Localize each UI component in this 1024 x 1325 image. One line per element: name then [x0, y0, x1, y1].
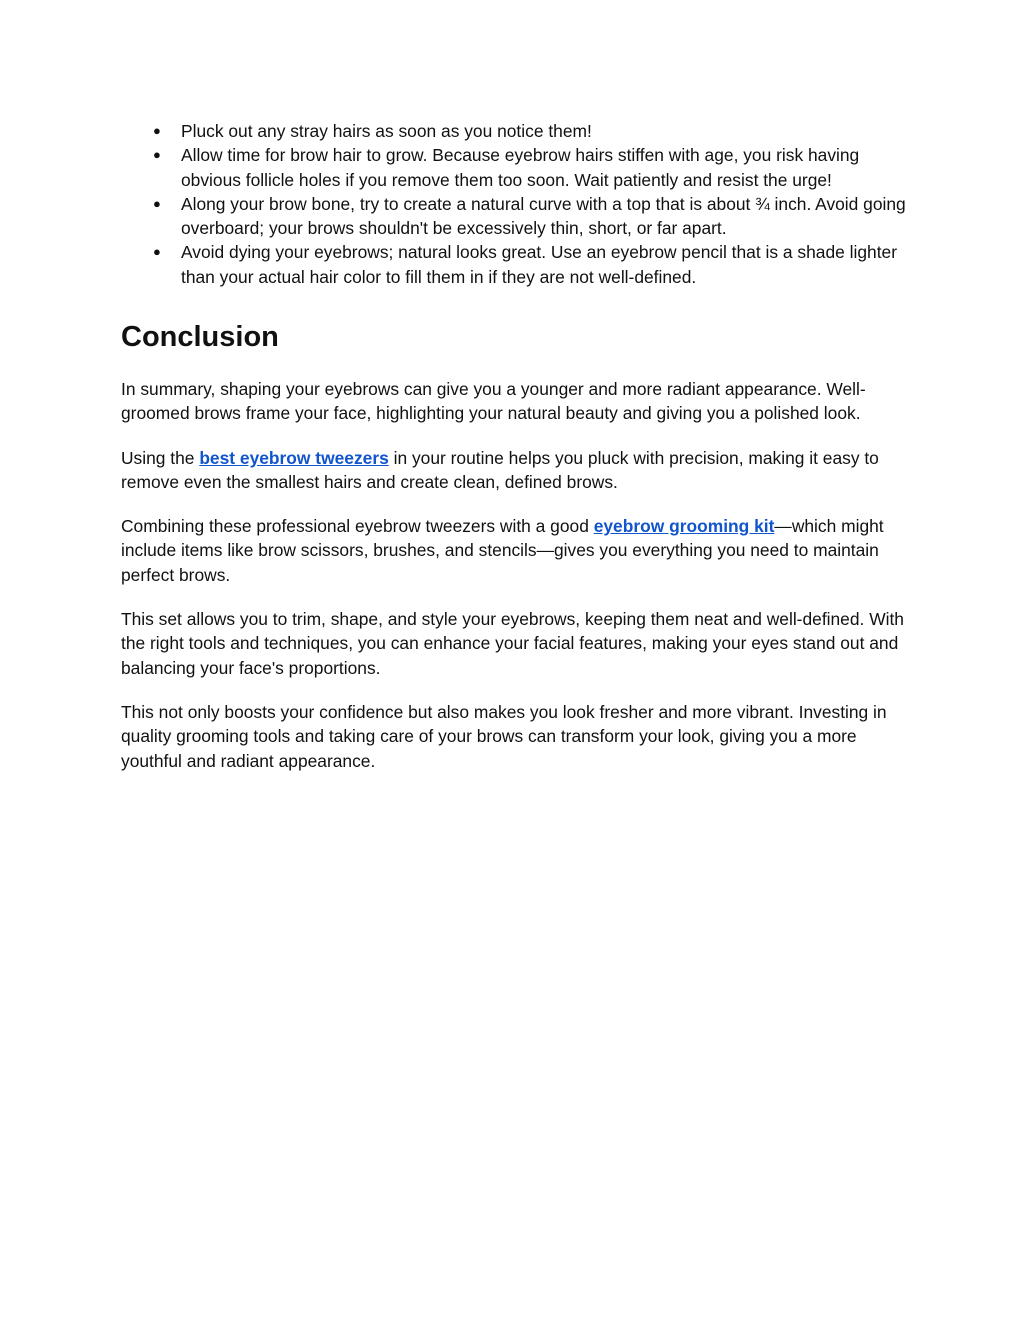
paragraph-text: —which might include items like brow scissors, brushes, and stencils—gives you everything you need to maintain perfect brows.	[121, 516, 884, 585]
paragraph-tweezers	[121, 446, 911, 495]
list-item-text: Allow time for brow hair to grow. Because eyebrow hairs stiffen with age, you risk having obvious follicle holes if you remove them too soon. Wait patiently and resist the urge!	[181, 145, 860, 190]
bullet-icon: ●	[153, 195, 161, 211]
paragraph-confidence: This not only boosts your confidence but also makes you look fresher and more vibrant. Investing in quality grooming tools and taking care of your brows can transform your look, giving you a more youthful and radiant appearance.	[121, 701, 887, 771]
paragraph-summary: In summary, shaping your eyebrows can give you a younger and more radiant appearance. Well-groomed brows frame your face, highlighting your natural beauty and giving you a polished look.	[121, 379, 866, 424]
best-eyebrow-tweezers-link[interactable]: best eyebrow tweezers	[199, 447, 389, 468]
section-heading: Conclusion	[121, 321, 279, 353]
bullet-icon: ●	[153, 123, 161, 138]
list-item-text: Along your brow bone, try to create a natural curve with a top that is about ¾ inch. Avoid going overboard; your brows shouldn't be excessively thin, short, or far apart.	[181, 193, 906, 239]
conclusion-body	[121, 377, 911, 793]
paragraph-text: in your routine helps you pluck with precision, making it easy to remove even the smallest hairs and create clean, defined brows.	[121, 447, 879, 492]
list-item-text: Avoid dying your eyebrows; natural looks great. Use an eyebrow pencil that is a shade lighter than your actual hair color to fill them in if they are not well-defined.	[181, 242, 897, 287]
list-item	[121, 240, 911, 289]
document-page	[121, 119, 911, 771]
paragraph-kit	[121, 514, 911, 587]
list-item	[121, 119, 911, 143]
paragraph-text: Using the	[121, 447, 200, 468]
list-item	[121, 143, 911, 192]
paragraph-text: Combining these professional eyebrow tweezers with a good	[121, 516, 594, 537]
paragraph-set: This set allows you to trim, shape, and style your eyebrows, keeping them neat and well-defined. With the right tools and techniques, you can enhance your facial features, making your eyes stand out and balancing your face's proportions.	[121, 609, 904, 678]
bullet-icon: ●	[153, 147, 161, 163]
eyebrow-grooming-kit-link[interactable]: eyebrow grooming kit	[593, 516, 775, 537]
bullet-icon: ●	[153, 244, 161, 260]
list-item	[121, 192, 911, 241]
tips-list	[121, 119, 911, 289]
list-item-text: Pluck out any stray hairs as soon as you notice them!	[181, 121, 592, 141]
